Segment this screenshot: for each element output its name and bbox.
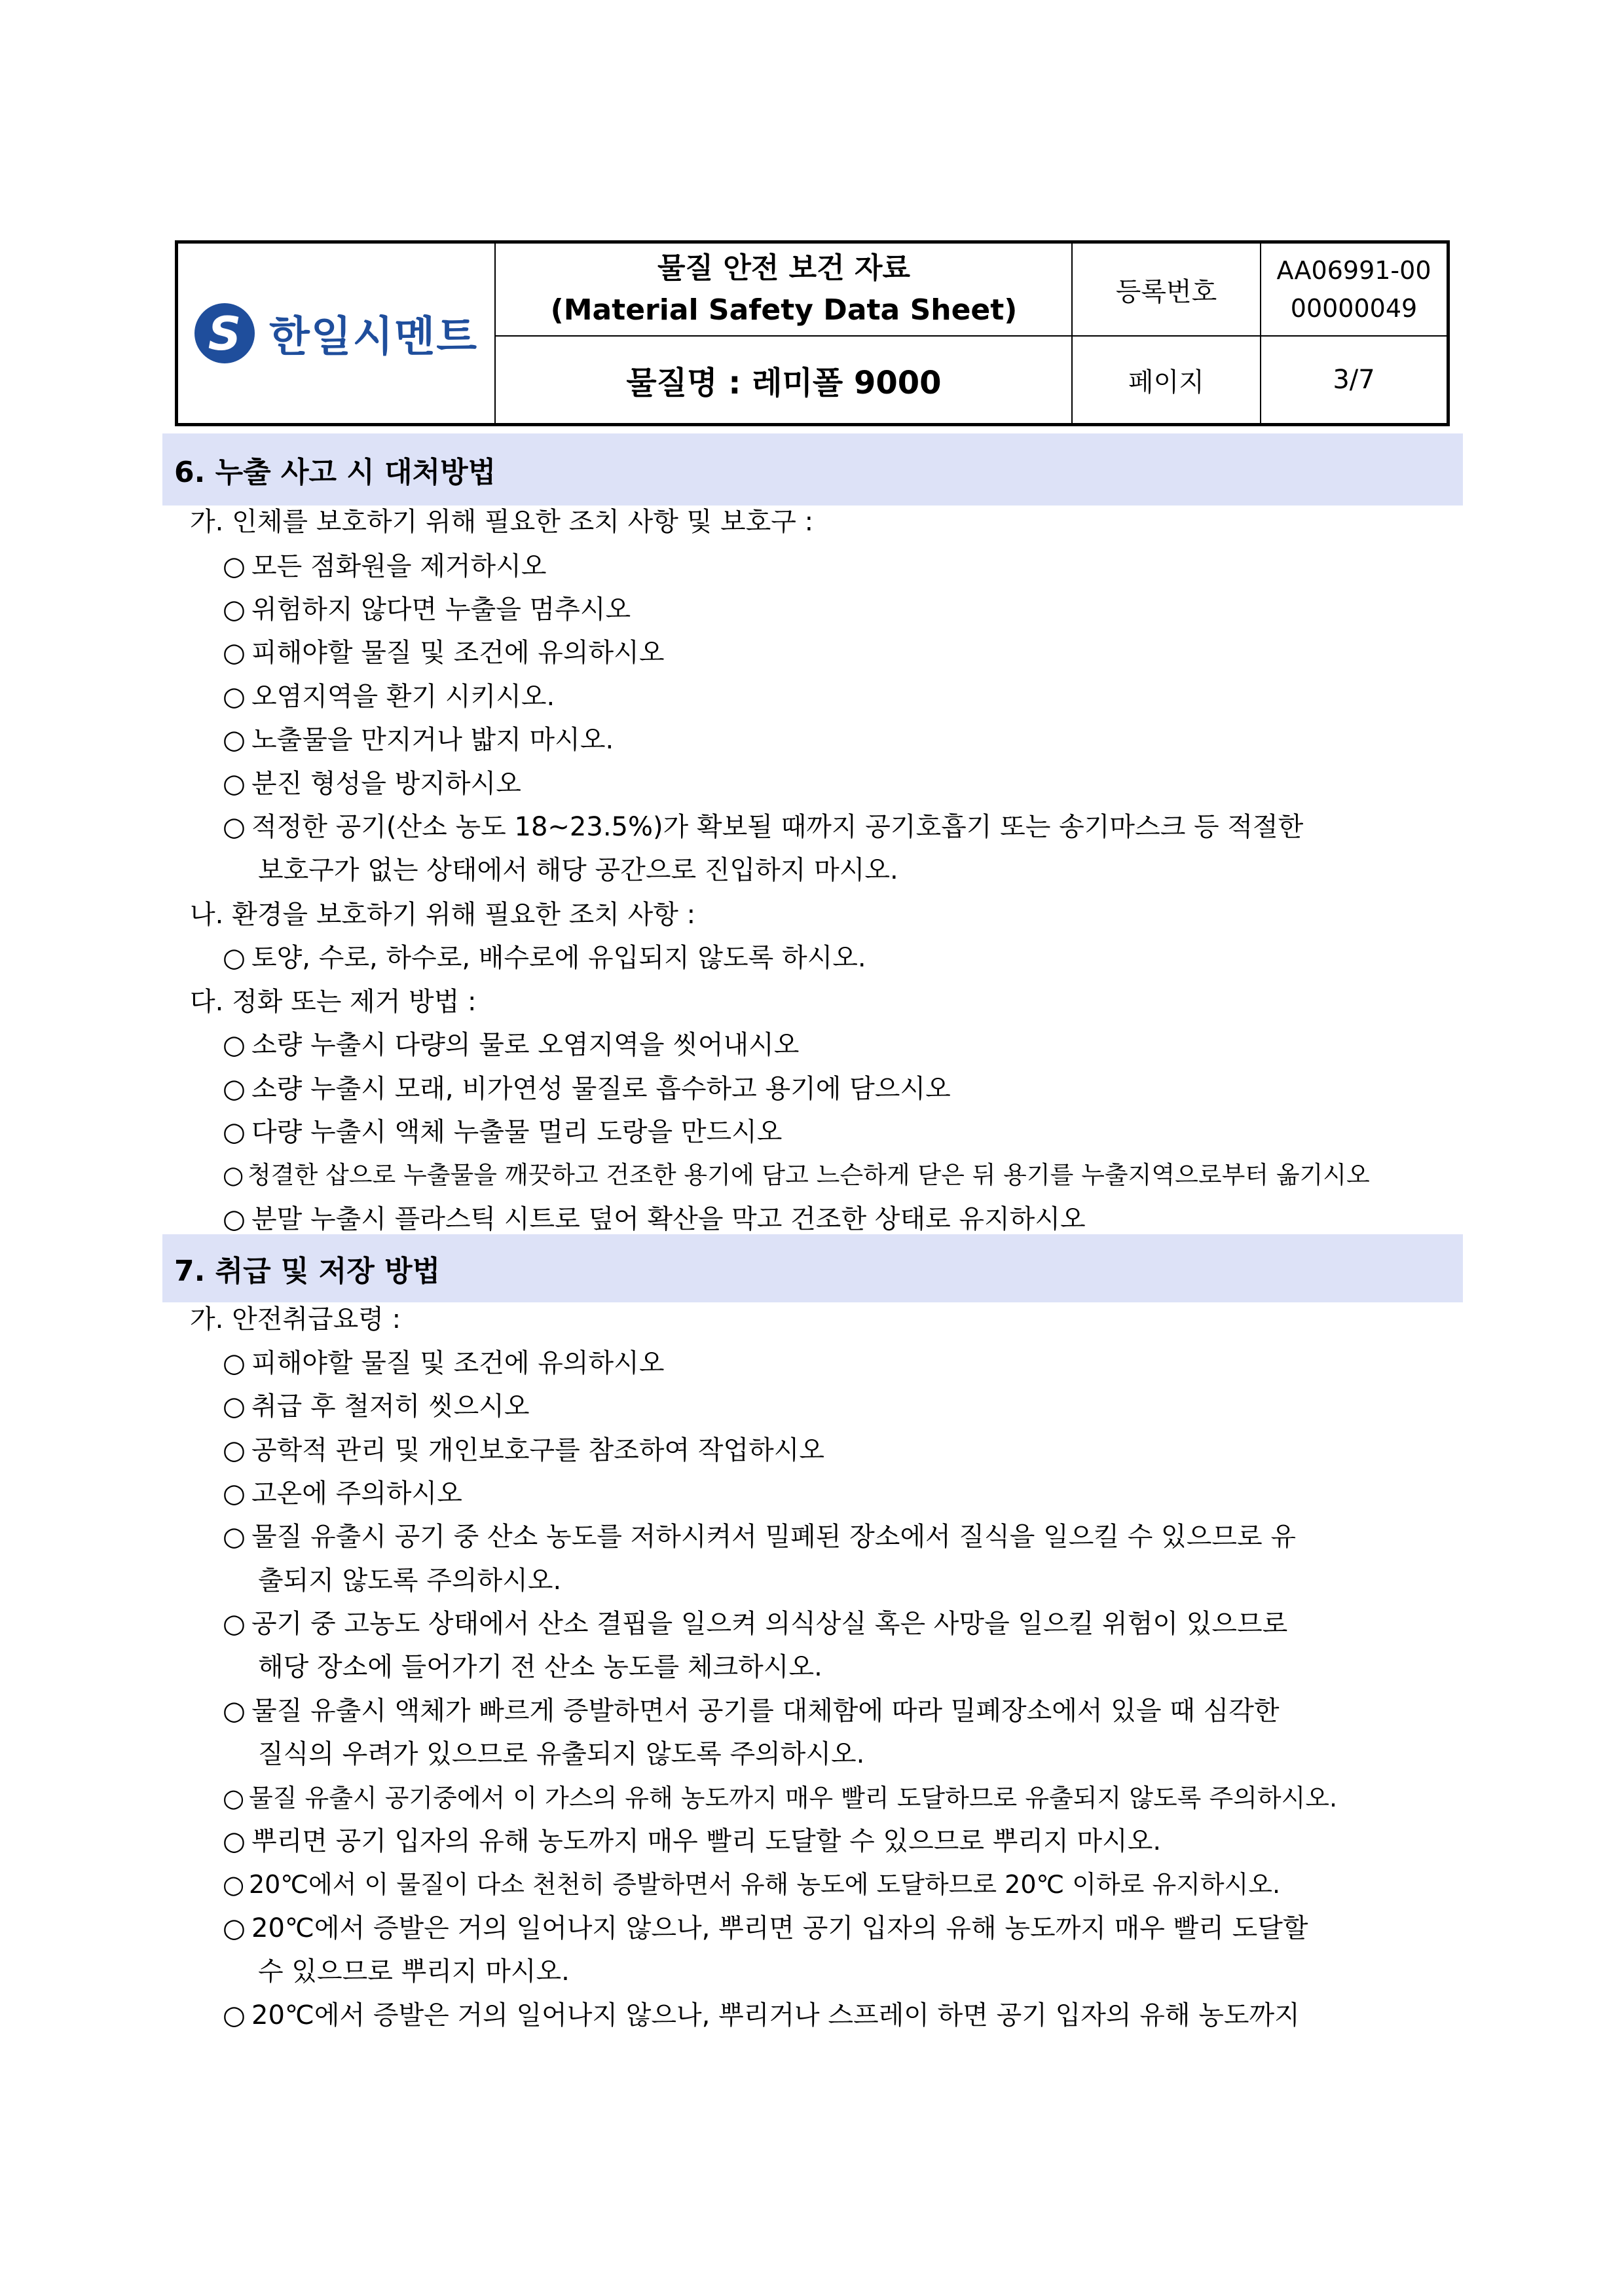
list-item: ○ 피해야할 물질 및 조건에 유의하시오 xyxy=(223,1348,665,1378)
section-6b-heading: 나. 환경을 보호하기 위해 필요한 조치 사항 : xyxy=(190,900,696,930)
section-6-title: 6. 누출 사고 시 대처방법 xyxy=(174,456,496,489)
page-label: 페이지 xyxy=(1128,367,1204,397)
registration-number-line2: 00000049 xyxy=(1290,294,1418,323)
list-item: ○ 피해야할 물질 및 조건에 유의하시오 xyxy=(223,638,665,668)
list-item: ○ 청결한 삽으로 누출물을 깨끗하고 건조한 용기에 담고 느슨하게 닫은 뒤 용기를 누출지역으로부터 옮기시오 xyxy=(223,1161,1370,1189)
title-english: (Material Safety Data Sheet) xyxy=(550,293,1018,327)
document-title xyxy=(496,244,1071,335)
list-item: ○ 오염지역을 환기 시키시오. xyxy=(223,682,555,712)
section-7-title: 7. 취급 및 저장 방법 xyxy=(174,1255,441,1288)
title-korean: 물질 안전 보건 자료 xyxy=(657,251,910,285)
page-number: 3/7 xyxy=(1333,365,1375,395)
list-item: ○ 공학적 관리 및 개인보호구를 참조하여 작업하시오 xyxy=(223,1435,825,1465)
list-item-continuation: 보호구가 없는 상태에서 해당 공간으로 진입하지 마시오. xyxy=(258,855,898,885)
registration-number-line1: AA06991-00 xyxy=(1276,256,1431,285)
company-logo xyxy=(178,244,494,423)
list-item: ○ 취급 후 철저히 씻으시오 xyxy=(223,1391,530,1422)
list-item: ○ 20℃에서 증발은 거의 일어나지 않으나, 뿌리거나 스프레이 하면 공기 입자의 유해 농도까지 xyxy=(223,2000,1300,2030)
document-header-table xyxy=(175,240,1450,426)
list-item: ○ 소량 누출시 모래, 비가연성 물질로 흡수하고 용기에 담으시오 xyxy=(223,1074,951,1104)
list-item: ○ 다량 누출시 액체 누출물 멀리 도랑을 만드시오 xyxy=(223,1117,783,1147)
list-item: ○ 노출물을 만지거나 밟지 마시오. xyxy=(223,725,614,755)
list-item: ○ 분말 누출시 플라스틱 시트로 덮어 확산을 막고 건조한 상태로 유지하시오 xyxy=(223,1204,1086,1234)
list-item: ○ 위험하지 않다면 누출을 멈추시오 xyxy=(223,595,631,625)
section-6a-heading: 가. 인체를 보호하기 위해 필요한 조치 사항 및 보호구 : xyxy=(190,507,814,537)
list-item: ○ 소량 누출시 다량의 물로 오염지역을 씻어내시오 xyxy=(223,1030,800,1060)
list-item: ○ 물질 유출시 공기 중 산소 농도를 저하시켜서 밀폐된 장소에서 질식을 일으킬 수 있으므로 유 xyxy=(223,1522,1296,1552)
list-item: ○ 적정한 공기(산소 농도 18~23.5%)가 확보될 때까지 공기호흡기 또는 송기마스크 등 적절한 xyxy=(223,812,1304,842)
list-item-continuation: 해당 장소에 들어가기 전 산소 농도를 체크하시오. xyxy=(258,1652,822,1682)
list-item-continuation: 질식의 우려가 있으므로 유출되지 않도록 주의하시오. xyxy=(258,1739,865,1769)
list-item: ○ 뿌리면 공기 입자의 유해 농도까지 매우 빨리 도달할 수 있으므로 뿌리지 마시오. xyxy=(223,1826,1162,1856)
section-7-header xyxy=(162,1234,1463,1302)
list-item: ○ 모든 점화원을 제거하시오 xyxy=(223,551,547,581)
registration-number xyxy=(1261,244,1447,335)
list-item: ○ 토양, 수로, 하수로, 배수로에 유입되지 않도록 하시오. xyxy=(223,943,866,973)
material-name: 물질명 : 레미폴 9000 xyxy=(626,364,942,401)
registration-label: 등록번호 xyxy=(1115,276,1217,307)
section-7a-heading: 가. 안전취급요령 : xyxy=(190,1304,401,1334)
section-6c-heading: 다. 정화 또는 제거 방법 : xyxy=(190,987,477,1017)
list-item: ○ 고온에 주의하시오 xyxy=(223,1478,462,1509)
section-6-header xyxy=(162,433,1463,505)
hanil-s-logo-icon xyxy=(194,303,255,363)
list-item: ○ 20℃에서 증발은 거의 일어나지 않으나, 뿌리면 공기 입자의 유해 농도까지 매우 빨리 도달할 xyxy=(223,1913,1308,1943)
list-item: ○ 분진 형성을 방지하시오 xyxy=(223,769,521,799)
list-item-continuation: 출되지 않도록 주의하시오. xyxy=(258,1566,562,1596)
list-item: ○ 공기 중 고농도 상태에서 산소 결핍을 일으켜 의식상실 혹은 사망을 일으킬 위험이 있으므로 xyxy=(223,1609,1288,1639)
company-name: 한일시멘트 xyxy=(268,313,479,361)
list-item: ○ 물질 유출시 액체가 빠르게 증발하면서 공기를 대체함에 따라 밀폐장소에서 있을 때 심각한 xyxy=(223,1696,1280,1726)
list-item: ○ 20℃에서 이 물질이 다소 천천히 증발하면서 유해 농도에 도달하므로 20℃ 이하로 유지하시오. xyxy=(223,1870,1281,1899)
list-item-continuation: 수 있으므로 뿌리지 마시오. xyxy=(258,1956,570,1987)
list-item: ○ 물질 유출시 공기중에서 이 가스의 유해 농도까지 매우 빨리 도달하므로 유출되지 않도록 주의하시오. xyxy=(223,1784,1338,1812)
